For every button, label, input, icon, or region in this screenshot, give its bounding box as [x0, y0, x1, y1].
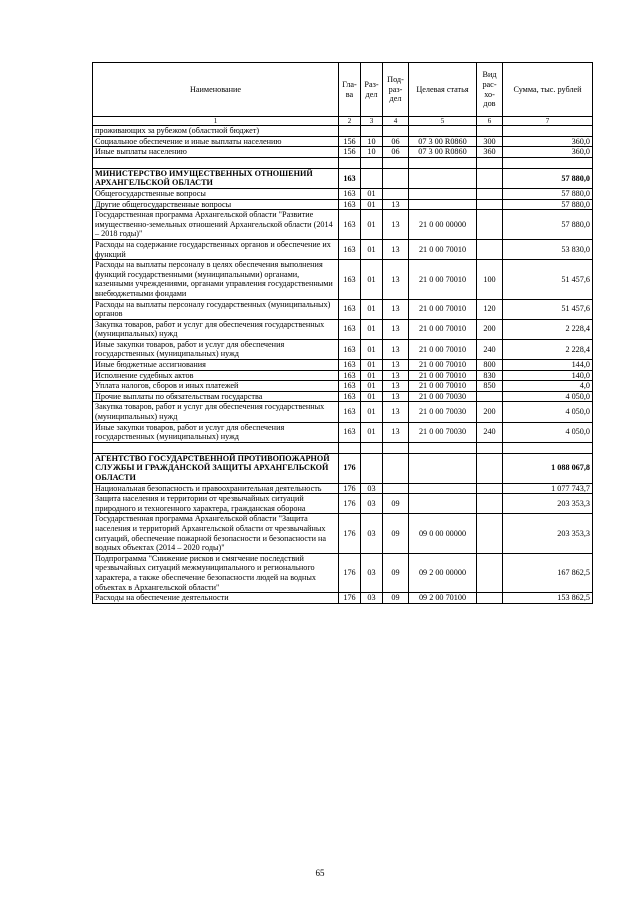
- header-name: Наименование: [93, 63, 339, 117]
- cell-expense-type: 200: [477, 319, 503, 339]
- cell-target-article: 09 2 00 00000: [409, 553, 477, 592]
- table-row: [93, 553, 593, 592]
- cell-subsection: 13: [383, 339, 409, 359]
- column-number: 1: [93, 117, 339, 126]
- cell-target-article: 21 0 00 70010: [409, 370, 477, 381]
- blank-row: [93, 442, 593, 453]
- cell-name: Социальное обеспечение и иные выплаты населению: [93, 136, 339, 147]
- cell-subsection: 13: [383, 199, 409, 210]
- cell-name: Государственная программа Архангельской области "Развитие имущественно-земельных отношений Архангельской области (2014 – 2018 годы)": [93, 210, 339, 240]
- cell-chapter: 163: [339, 168, 361, 188]
- cell-expense-type: [477, 168, 503, 188]
- cell-amount: 1 088 067,8: [503, 453, 593, 483]
- header-chapter: Гла-ва: [339, 63, 361, 117]
- cell-expense-type: 240: [477, 339, 503, 359]
- cell-name: Закупка товаров, работ и услуг для обеспечения государственных (муниципальных) нужд: [93, 319, 339, 339]
- column-number: 4: [383, 117, 409, 126]
- cell-section: 03: [361, 494, 383, 514]
- section-header-row: [93, 453, 593, 483]
- cell-target-article: [409, 126, 477, 137]
- cell-expense-type: 360: [477, 147, 503, 158]
- cell-amount: 153 862,5: [503, 593, 593, 604]
- cell-amount: 2 228,4: [503, 339, 593, 359]
- cell-subsection: 13: [383, 319, 409, 339]
- cell-target-article: 21 0 00 70010: [409, 319, 477, 339]
- cell-amount: 57 880,0: [503, 210, 593, 240]
- cell-target-article: [409, 157, 477, 168]
- cell-section: 01: [361, 199, 383, 210]
- cell-expense-type: [477, 514, 503, 553]
- cell-chapter: 163: [339, 299, 361, 319]
- table-row: [93, 299, 593, 319]
- cell-chapter: [339, 126, 361, 137]
- cell-amount: 360,0: [503, 136, 593, 147]
- table-row: [93, 199, 593, 210]
- cell-name: Уплата налогов, сборов и иных платежей: [93, 381, 339, 392]
- cell-chapter: 163: [339, 381, 361, 392]
- table-row: [93, 210, 593, 240]
- cell-chapter: 163: [339, 339, 361, 359]
- cell-target-article: 09 2 00 70100: [409, 593, 477, 604]
- cell-name: Государственная программа Архангельской области "Защита населения и территорий Архангельской области от чрезвычайных ситуаций, обеспечение пожарной безопасности и безопасности на водных объектах (2014 – 2020 годы)": [93, 514, 339, 553]
- cell-section: 03: [361, 553, 383, 592]
- section-header-row: [93, 168, 593, 188]
- cell-section: [361, 453, 383, 483]
- cell-section: 01: [361, 188, 383, 199]
- cell-amount: 2 228,4: [503, 319, 593, 339]
- cell-target-article: 21 0 00 70010: [409, 381, 477, 392]
- cell-subsection: [383, 453, 409, 483]
- cell-expense-type: 800: [477, 360, 503, 371]
- cell-expense-type: [477, 188, 503, 199]
- cell-chapter: 176: [339, 494, 361, 514]
- cell-section: 01: [361, 360, 383, 371]
- cell-expense-type: [477, 210, 503, 240]
- cell-name: Закупка товаров, работ и услуг для обеспечения государственных (муниципальных) нужд: [93, 402, 339, 422]
- cell-amount: 167 862,5: [503, 553, 593, 592]
- cell-name: Расходы на выплаты персоналу в целях обеспечения выполнения функций государственными (муниципальными) органами, казенными учреждениями, органами управления государственными внебюджетными фондами: [93, 260, 339, 299]
- cell-chapter: 163: [339, 239, 361, 259]
- table-row: [93, 136, 593, 147]
- cell-section: [361, 168, 383, 188]
- cell-name: Расходы на выплаты персоналу государственных (муниципальных) органов: [93, 299, 339, 319]
- cell-target-article: 21 0 00 70010: [409, 260, 477, 299]
- cell-expense-type: 200: [477, 402, 503, 422]
- header-section: Раз-дел: [361, 63, 383, 117]
- cell-name: Иные бюджетные ассигнования: [93, 360, 339, 371]
- cell-target-article: 21 0 00 70010: [409, 299, 477, 319]
- cell-subsection: 09: [383, 593, 409, 604]
- cell-chapter: 163: [339, 391, 361, 402]
- cell-subsection: 13: [383, 239, 409, 259]
- cell-chapter: 163: [339, 422, 361, 442]
- cell-subsection: 09: [383, 494, 409, 514]
- cell-amount: 57 880,0: [503, 199, 593, 210]
- cell-expense-type: [477, 239, 503, 259]
- cell-target-article: [409, 168, 477, 188]
- cell-target-article: [409, 494, 477, 514]
- cell-chapter: 163: [339, 199, 361, 210]
- cell-expense-type: [477, 199, 503, 210]
- table-row: [93, 126, 593, 137]
- cell-subsection: 13: [383, 210, 409, 240]
- cell-amount: 140,0: [503, 370, 593, 381]
- cell-section: 10: [361, 136, 383, 147]
- cell-section: 01: [361, 210, 383, 240]
- blank-row: [93, 157, 593, 168]
- cell-name: Подпрограмма "Снижение рисков и смягчение последствий чрезвычайных ситуаций межмуниципального и регионального характера, а также обеспечение безопасности людей на водных объектах в Архангельской области": [93, 553, 339, 592]
- cell-target-article: [409, 483, 477, 494]
- cell-section: 01: [361, 370, 383, 381]
- cell-target-article: [409, 453, 477, 483]
- cell-subsection: 13: [383, 260, 409, 299]
- cell-chapter: 156: [339, 136, 361, 147]
- table-row: [93, 147, 593, 158]
- table-row: [93, 319, 593, 339]
- cell-target-article: 21 0 00 70030: [409, 402, 477, 422]
- cell-chapter: 163: [339, 188, 361, 199]
- cell-name: Другие общегосударственные вопросы: [93, 199, 339, 210]
- cell-subsection: [383, 126, 409, 137]
- cell-expense-type: [477, 453, 503, 483]
- budget-table: [92, 62, 593, 604]
- column-number: 5: [409, 117, 477, 126]
- table-row: [93, 188, 593, 199]
- cell-section: 01: [361, 260, 383, 299]
- cell-section: 01: [361, 402, 383, 422]
- cell-section: 10: [361, 147, 383, 158]
- table-row: [93, 514, 593, 553]
- cell-expense-type: 120: [477, 299, 503, 319]
- cell-amount: 4,0: [503, 381, 593, 392]
- cell-amount: 53 830,0: [503, 239, 593, 259]
- cell-section: 01: [361, 391, 383, 402]
- cell-amount: [503, 126, 593, 137]
- column-number: 3: [361, 117, 383, 126]
- table-row: [93, 239, 593, 259]
- cell-expense-type: [477, 553, 503, 592]
- cell-amount: 51 457,6: [503, 299, 593, 319]
- header-target-article: Целевая статья: [409, 63, 477, 117]
- cell-amount: 144,0: [503, 360, 593, 371]
- table-row: [93, 593, 593, 604]
- cell-section: 03: [361, 593, 383, 604]
- cell-chapter: 163: [339, 370, 361, 381]
- cell-name: Расходы на обеспечение деятельности: [93, 593, 339, 604]
- table-body: [93, 126, 593, 604]
- cell-subsection: [383, 188, 409, 199]
- table-row: [93, 402, 593, 422]
- cell-target-article: 21 0 00 00000: [409, 210, 477, 240]
- cell-name: [93, 157, 339, 168]
- cell-expense-type: [477, 593, 503, 604]
- cell-expense-type: 100: [477, 260, 503, 299]
- cell-section: 03: [361, 483, 383, 494]
- cell-expense-type: 830: [477, 370, 503, 381]
- table-row: [93, 483, 593, 494]
- column-number: 7: [503, 117, 593, 126]
- cell-subsection: 13: [383, 422, 409, 442]
- cell-section: 01: [361, 239, 383, 259]
- table-row: [93, 422, 593, 442]
- cell-amount: 4 050,0: [503, 402, 593, 422]
- cell-amount: 57 880,0: [503, 168, 593, 188]
- cell-section: 01: [361, 319, 383, 339]
- cell-amount: 57 880,0: [503, 188, 593, 199]
- cell-expense-type: [477, 391, 503, 402]
- cell-subsection: 06: [383, 147, 409, 158]
- cell-expense-type: [477, 442, 503, 453]
- cell-name: [93, 442, 339, 453]
- cell-name: Общегосударственные вопросы: [93, 188, 339, 199]
- cell-expense-type: [477, 126, 503, 137]
- table-row: [93, 381, 593, 392]
- cell-subsection: 13: [383, 391, 409, 402]
- cell-amount: [503, 442, 593, 453]
- cell-section: [361, 442, 383, 453]
- cell-expense-type: 240: [477, 422, 503, 442]
- cell-chapter: [339, 442, 361, 453]
- header-row: [93, 63, 593, 117]
- cell-amount: 4 050,0: [503, 391, 593, 402]
- cell-expense-type: [477, 483, 503, 494]
- cell-subsection: 06: [383, 136, 409, 147]
- cell-target-article: [409, 188, 477, 199]
- cell-subsection: [383, 483, 409, 494]
- cell-chapter: 176: [339, 483, 361, 494]
- page-number: 65: [315, 868, 325, 878]
- cell-subsection: [383, 157, 409, 168]
- cell-target-article: [409, 442, 477, 453]
- cell-target-article: 21 0 00 70030: [409, 391, 477, 402]
- cell-section: 01: [361, 299, 383, 319]
- cell-subsection: 09: [383, 514, 409, 553]
- cell-name: АГЕНТСТВО ГОСУДАРСТВЕННОЙ ПРОТИВОПОЖАРНОЙ СЛУЖБЫ И ГРАЖДАНСКОЙ ЗАЩИТЫ АРХАНГЕЛЬСКОЙ ОБЛАСТИ: [93, 453, 339, 483]
- cell-amount: 360,0: [503, 147, 593, 158]
- cell-target-article: 21 0 00 70010: [409, 239, 477, 259]
- cell-name: МИНИСТЕРСТВО ИМУЩЕСТВЕННЫХ ОТНОШЕНИЙ АРХАНГЕЛЬСКОЙ ОБЛАСТИ: [93, 168, 339, 188]
- cell-chapter: 176: [339, 593, 361, 604]
- cell-name: Иные закупки товаров, работ и услуг для обеспечения государственных (муниципальных) нужд: [93, 422, 339, 442]
- cell-chapter: 163: [339, 319, 361, 339]
- cell-name: Иные выплаты населению: [93, 147, 339, 158]
- cell-subsection: 13: [383, 381, 409, 392]
- cell-section: [361, 126, 383, 137]
- cell-section: 01: [361, 422, 383, 442]
- header-subsection: Под-раз-дел: [383, 63, 409, 117]
- cell-chapter: 176: [339, 453, 361, 483]
- table-row: [93, 494, 593, 514]
- cell-subsection: [383, 168, 409, 188]
- cell-name: Национальная безопасность и правоохранительная деятельность: [93, 483, 339, 494]
- cell-chapter: 163: [339, 260, 361, 299]
- header-expense-type: Вид рас-хо-дов: [477, 63, 503, 117]
- cell-subsection: [383, 442, 409, 453]
- cell-name: Прочие выплаты по обязательствам государства: [93, 391, 339, 402]
- column-number: 2: [339, 117, 361, 126]
- cell-name: Расходы на содержание государственных органов и обеспечение их функций: [93, 239, 339, 259]
- cell-section: 01: [361, 339, 383, 359]
- cell-chapter: 163: [339, 402, 361, 422]
- cell-target-article: 07 3 00 R0860: [409, 136, 477, 147]
- cell-amount: [503, 157, 593, 168]
- cell-subsection: 13: [383, 360, 409, 371]
- cell-amount: 51 457,6: [503, 260, 593, 299]
- cell-subsection: 13: [383, 299, 409, 319]
- cell-target-article: 21 0 00 70010: [409, 339, 477, 359]
- cell-chapter: 176: [339, 553, 361, 592]
- cell-target-article: [409, 199, 477, 210]
- cell-amount: 203 353,3: [503, 514, 593, 553]
- cell-expense-type: 300: [477, 136, 503, 147]
- cell-target-article: 09 0 00 00000: [409, 514, 477, 553]
- cell-section: 03: [361, 514, 383, 553]
- cell-expense-type: [477, 494, 503, 514]
- cell-chapter: [339, 157, 361, 168]
- header-amount: Сумма, тыс. рублей: [503, 63, 593, 117]
- cell-amount: 4 050,0: [503, 422, 593, 442]
- cell-amount: 203 353,3: [503, 494, 593, 514]
- table-row: [93, 339, 593, 359]
- cell-subsection: 09: [383, 553, 409, 592]
- cell-chapter: 176: [339, 514, 361, 553]
- cell-expense-type: 850: [477, 381, 503, 392]
- cell-subsection: 13: [383, 402, 409, 422]
- cell-name: Исполнение судебных актов: [93, 370, 339, 381]
- cell-target-article: 21 0 00 70010: [409, 360, 477, 371]
- column-number: 6: [477, 117, 503, 126]
- cell-expense-type: [477, 157, 503, 168]
- cell-section: [361, 157, 383, 168]
- cell-section: 01: [361, 381, 383, 392]
- cell-target-article: 21 0 00 70030: [409, 422, 477, 442]
- cell-target-article: 07 3 00 R0860: [409, 147, 477, 158]
- table-row: [93, 370, 593, 381]
- cell-name: проживающих за рубежом (областной бюджет): [93, 126, 339, 137]
- cell-name: Защита населения и территории от чрезвычайных ситуаций природного и техногенного характера, гражданская оборона: [93, 494, 339, 514]
- cell-chapter: 163: [339, 210, 361, 240]
- column-number-row: [93, 117, 593, 126]
- cell-amount: 1 077 743,7: [503, 483, 593, 494]
- cell-chapter: 163: [339, 360, 361, 371]
- table-row: [93, 260, 593, 299]
- cell-chapter: 156: [339, 147, 361, 158]
- table-row: [93, 360, 593, 371]
- table-row: [93, 391, 593, 402]
- cell-subsection: 13: [383, 370, 409, 381]
- cell-name: Иные закупки товаров, работ и услуг для обеспечения государственных (муниципальных) нужд: [93, 339, 339, 359]
